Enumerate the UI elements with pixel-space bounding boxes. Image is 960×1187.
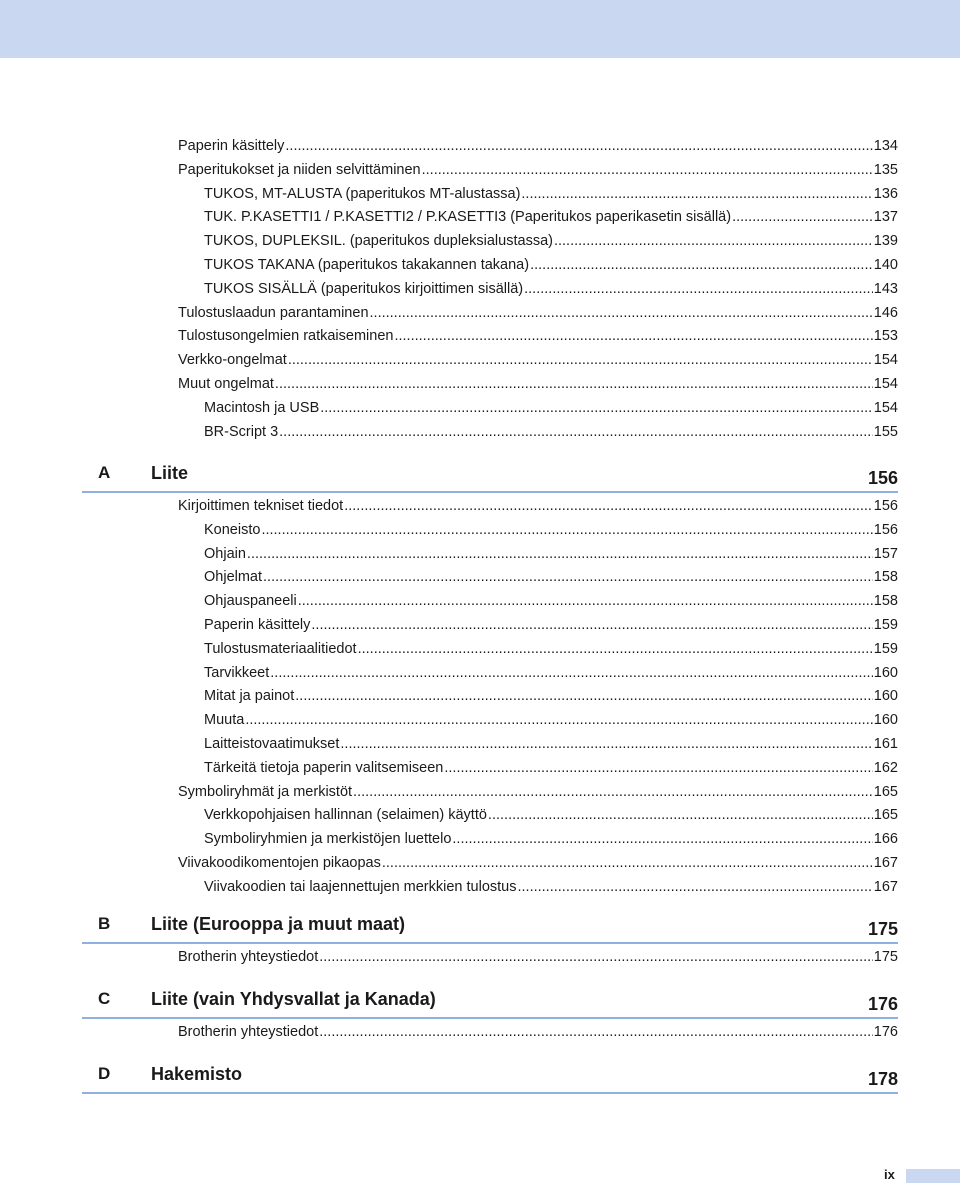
toc-entry[interactable] (204, 758, 898, 778)
toc-entry[interactable] (204, 207, 898, 227)
toc-entry[interactable] (204, 520, 898, 540)
toc-entry-title: Tarvikkeet (204, 664, 270, 681)
toc-entry[interactable] (204, 184, 898, 204)
toc-leader-dots (444, 758, 872, 778)
toc-entry-title: BR-Script 3 (204, 423, 279, 440)
toc-entry-page: 153 (873, 328, 898, 345)
toc-leader-dots (353, 782, 873, 802)
toc-leader-dots (530, 255, 873, 275)
toc-entry[interactable] (178, 496, 898, 516)
toc-entry-page: 161 (873, 736, 898, 752)
toc-entry[interactable] (204, 615, 898, 635)
toc-entry[interactable] (204, 591, 898, 611)
toc-entry-page: 136 (873, 185, 898, 202)
toc-entry[interactable] (204, 734, 898, 754)
toc-leader-dots (382, 853, 873, 873)
toc-entry[interactable] (204, 544, 898, 564)
toc-leader-dots (279, 422, 873, 442)
chapter-letter: B (98, 914, 111, 933)
toc-entry[interactable] (204, 255, 898, 275)
chapter-heading[interactable] (82, 987, 898, 1019)
chapter-page: 176 (867, 994, 898, 1014)
toc-leader-dots (452, 829, 872, 849)
toc-entry-page: 137 (873, 209, 898, 226)
chapter-page: 156 (867, 468, 898, 488)
toc-leader-dots (344, 496, 873, 516)
toc-entry-title: Viivakoodien tai laajennettujen merkkien tulostus (204, 878, 517, 895)
toc-entry-title: Ohjauspaneeli (204, 593, 297, 610)
toc-entry-page: 159 (873, 617, 898, 633)
toc-entry-page: 158 (873, 593, 898, 610)
toc-entry-page: 140 (873, 257, 898, 273)
toc-entry-title: Viivakoodikomentojen pikaopas (178, 855, 381, 871)
toc-leader-dots (311, 615, 872, 635)
toc-entry-page: 165 (873, 783, 898, 800)
toc-entry[interactable] (204, 805, 898, 825)
toc-entry[interactable] (204, 231, 898, 251)
toc-leader-dots (554, 231, 873, 251)
toc-entry-title: Tulostusmateriaalitiedot (204, 640, 357, 657)
toc-entry-page: 176 (873, 1024, 898, 1040)
toc-leader-dots (270, 663, 873, 683)
toc-entry-page: 156 (873, 498, 898, 514)
toc-leader-dots (319, 1022, 873, 1042)
toc-entry-page: 167 (873, 855, 898, 871)
toc-entry-page: 135 (873, 161, 898, 178)
toc-leader-dots (358, 639, 873, 659)
page-number: ix (884, 1167, 895, 1182)
toc-entry-title: TUKOS, DUPLEKSIL. (paperitukos dupleksialustassa) (204, 233, 553, 250)
toc-entry-title: Tärkeitä tietoja paperin valitsemiseen (204, 759, 444, 776)
toc-entry[interactable] (204, 398, 898, 418)
toc-entry-title: Macintosh ja USB (204, 399, 320, 416)
chapter-title: Liite (Eurooppa ja muut maat) (151, 914, 406, 934)
chapter-letter: D (98, 1064, 111, 1083)
toc-entry-title: TUK. P.KASETTI1 / P.KASETTI2 / P.KASETTI3 (Paperitukos paperikasetin sisällä) (204, 209, 732, 226)
toc-leader-dots (295, 686, 873, 706)
toc-entry-title: Brotherin yhteystiedot (178, 1024, 319, 1040)
toc-entry[interactable] (204, 877, 898, 897)
toc-entry[interactable] (178, 1022, 898, 1042)
chapter-title: Liite (151, 463, 189, 483)
toc-entry-title: Paperin käsittely (204, 617, 311, 633)
toc-leader-dots (288, 350, 873, 370)
chapter-page: 178 (867, 1069, 898, 1089)
toc-entry-page: 155 (873, 423, 898, 440)
toc-entry-title: Koneisto (204, 521, 261, 538)
toc-entry-page: 154 (873, 376, 898, 392)
toc-entry-title: Ohjelmat (204, 569, 263, 586)
toc-leader-dots (340, 734, 872, 754)
toc-entry-page: 134 (873, 138, 898, 154)
toc-leader-dots (320, 398, 873, 418)
toc-entry-page: 143 (873, 280, 898, 297)
toc-entry[interactable] (178, 160, 898, 180)
toc-leader-dots (422, 160, 873, 180)
toc-entry-title: Paperitukokset ja niiden selvittäminen (178, 161, 421, 178)
toc-leader-dots (319, 947, 873, 967)
header-band (0, 0, 960, 58)
toc-entry[interactable] (178, 136, 898, 156)
chapter-title: Hakemisto (151, 1064, 243, 1084)
toc-entry[interactable] (178, 303, 898, 323)
footer-band (906, 1169, 960, 1183)
chapter-letter: C (98, 989, 111, 1008)
toc-entry[interactable] (204, 567, 898, 587)
toc-entry-page: 157 (873, 545, 898, 562)
toc-entry[interactable] (178, 853, 898, 873)
toc-leader-dots (245, 710, 872, 730)
toc-entry[interactable] (204, 279, 898, 299)
toc-leader-dots (261, 520, 872, 540)
toc-leader-dots (524, 279, 873, 299)
toc-entry[interactable] (204, 639, 898, 659)
toc-entry-title: Laitteistovaatimukset (204, 736, 340, 752)
toc-leader-dots (517, 877, 872, 897)
toc-leader-dots (275, 374, 873, 394)
toc-leader-dots (298, 591, 873, 611)
toc-entry[interactable] (204, 710, 898, 730)
toc-entry-title: Brotherin yhteystiedot (178, 949, 319, 965)
toc-entry-page: 165 (873, 807, 898, 824)
toc-leader-dots (488, 805, 873, 825)
toc-entry[interactable] (178, 374, 898, 394)
toc-entry-page: 162 (873, 759, 898, 776)
toc-entry[interactable] (178, 326, 898, 346)
toc-entry[interactable] (204, 663, 898, 683)
toc-entry-title: TUKOS SISÄLLÄ (paperitukos kirjoittimen sisällä) (204, 280, 524, 297)
toc-entry[interactable] (204, 686, 898, 706)
toc-entry-page: 159 (873, 640, 898, 657)
toc-leader-dots (394, 326, 872, 346)
toc-entry-page: 154 (873, 399, 898, 416)
toc-entry-page: 175 (873, 949, 898, 965)
toc-entry-page: 156 (873, 521, 898, 538)
chapter-heading[interactable] (82, 1062, 898, 1094)
toc-leader-dots (370, 303, 873, 323)
toc-leader-dots (263, 567, 873, 587)
toc-entry-title: Symboliryhmät ja merkistöt (178, 783, 353, 800)
toc-entry-title: Paperin käsittely (178, 138, 285, 154)
toc-leader-dots (285, 136, 872, 156)
toc-entry[interactable] (204, 829, 898, 849)
toc-entry-page: 167 (873, 878, 898, 895)
chapter-heading[interactable] (82, 461, 898, 493)
toc-entry-title: TUKOS, MT-ALUSTA (paperitukos MT-alustassa) (204, 185, 521, 202)
toc-entry-title: TUKOS TAKANA (paperitukos takakannen takana) (204, 257, 530, 273)
toc-entry-page: 160 (873, 712, 898, 729)
toc-entry[interactable] (204, 422, 898, 442)
toc-leader-dots (521, 184, 872, 204)
toc-entry-page: 166 (873, 831, 898, 848)
toc-entry-page: 160 (873, 688, 898, 705)
toc-entry[interactable] (178, 350, 898, 370)
toc-entry[interactable] (178, 947, 898, 967)
toc-entry-title: Tulostusongelmien ratkaiseminen (178, 328, 394, 345)
chapter-heading[interactable] (82, 912, 898, 944)
toc-entry-page: 160 (873, 664, 898, 681)
toc-entry-page: 158 (873, 569, 898, 586)
toc-entry-page: 146 (873, 304, 898, 321)
toc-entry-page: 139 (873, 233, 898, 250)
toc-entry-page: 154 (873, 352, 898, 369)
toc-entry-title: Verkko-ongelmat (178, 352, 287, 369)
toc-entry-title: Ohjain (204, 545, 246, 562)
toc-entry[interactable] (178, 782, 898, 802)
toc-entry-title: Symboliryhmien ja merkistöjen luettelo (204, 831, 452, 848)
toc-entry-title: Kirjoittimen tekniset tiedot (178, 498, 344, 514)
toc-entry-title: Muuta (204, 712, 245, 729)
toc-entry-title: Muut ongelmat (178, 376, 274, 392)
chapter-title: Liite (vain Yhdysvallat ja Kanada) (151, 989, 436, 1009)
chapter-page: 175 (867, 919, 898, 939)
toc-leader-dots (247, 544, 873, 564)
toc-entry-title: Mitat ja painot (204, 688, 295, 705)
toc-leader-dots (732, 207, 873, 227)
chapter-letter: A (98, 463, 111, 482)
toc-entry-title: Verkkopohjaisen hallinnan (selaimen) käyttö (204, 807, 487, 824)
toc-entry-title: Tulostuslaadun parantaminen (178, 304, 369, 321)
